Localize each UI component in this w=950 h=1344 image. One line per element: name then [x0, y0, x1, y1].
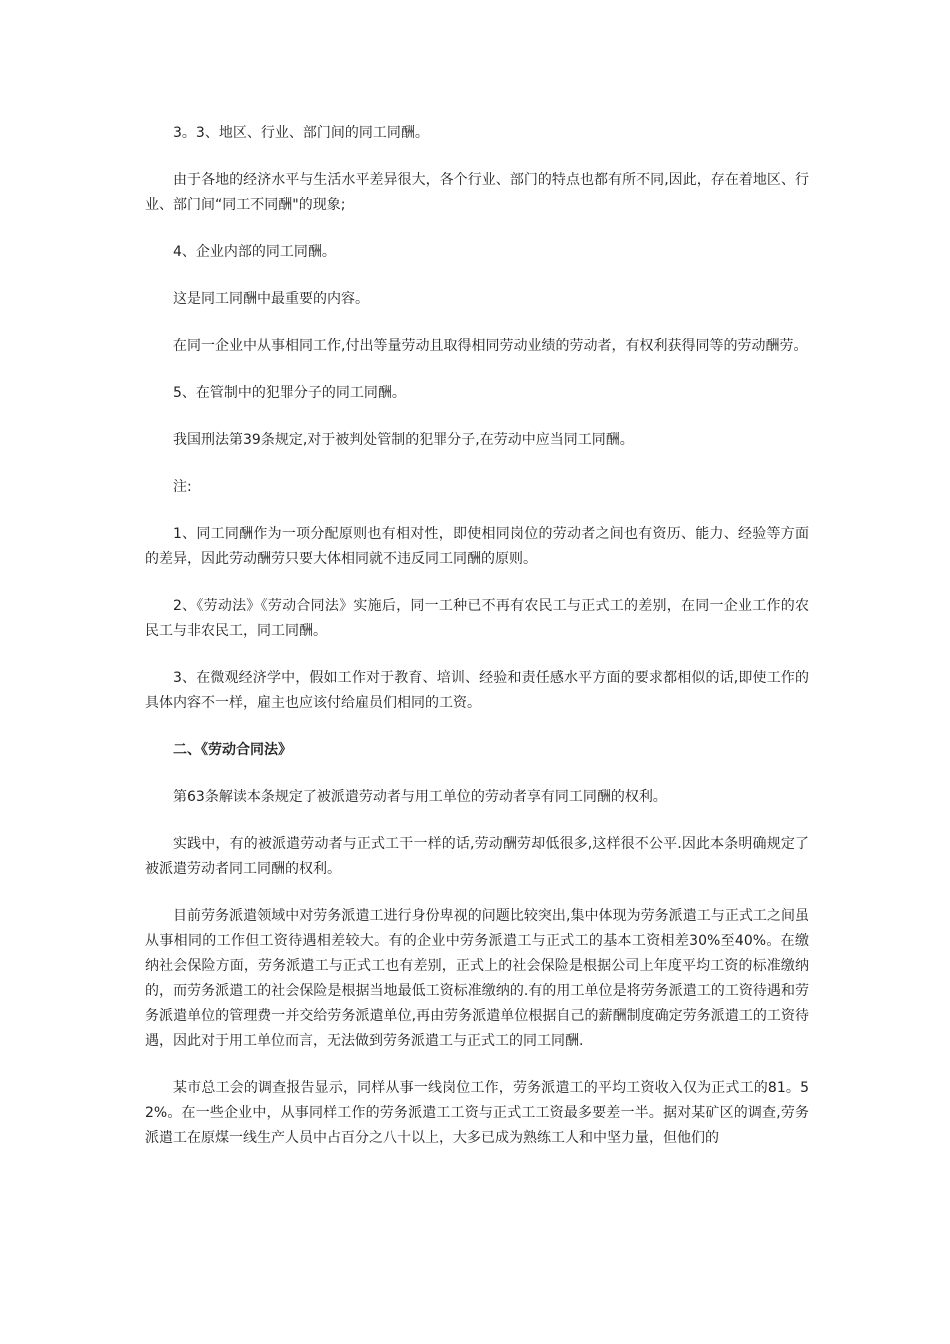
- paragraph-item-4: 4、企业内部的同工同酬。: [173, 244, 336, 260]
- paragraph-union-survey: 某市总工会的调查报告显示，同样从事一线岗位工作，劳务派遣工的平均工资收入仅为正式工的81。52%。在一些企业中，从事同样工作的劳务派遣工工资与正式工工资最多要差一半。据对某矿区的调查,劳务派遣工在原煤一线生产人员中占百分之八十以上，大多已成为熟练工人和中坚力量，但他们的: [145, 1080, 809, 1146]
- paragraph-dispatch-discrimination: 目前劳务派遣领域中对劳务派遣工进行身份卑视的问题比较突出,集中体现为劳务派遣工与正式工之间虽从事相同的工作但工资待遇相差较大。有的企业中劳务派遣工与正式工的基本工资相差30%至40%。在缴纳社会保险方面，劳务派遣工与正式工也有差别，正式上的社会保险是根据公司上年度平均工资的标准缴纳的，而劳务派遣工的社会保险是根据当地最低工资标准缴纳的.有的用工单位是将劳务派遣工的工资待遇和劳务派遣单位的管理费一并交给劳务派遣单位,再由劳务派遣单位根据自己的薪酬制度确定劳务派遣工的工资待遇，因此对于用工单位而言，无法做到劳务派遣工与正式工的同工同酬.: [145, 908, 809, 1049]
- document-page: [145, 121, 809, 1151]
- paragraph-3-3: 3。3、地区、行业、部门间的同工同酬。: [173, 125, 429, 141]
- paragraph-note-3: 3、在微观经济学中，假如工作对于教育、培训、经验和责任感水平方面的要求都相似的话,即使工作的具体内容不一样，雇主也应该付给雇员们相同的工资。: [145, 670, 809, 711]
- paragraph-practice: 实践中，有的被派遣劳动者与正式工干一样的话,劳动酬劳却低很多,这样很不公平.因此本条明确规定了被派遣劳动者同工同酬的权利。: [145, 836, 809, 877]
- paragraph-note-label: 注:: [173, 479, 192, 495]
- paragraph-note-2: 2、《劳动法》《劳动合同法》实施后，同一工种已不再有农民工与正式工的差别，在同一企业工作的农民工与非农民工，同工同酬。: [145, 598, 809, 639]
- section-heading-labor-contract-law: 二、《劳动合同法》: [173, 742, 292, 758]
- paragraph-item-5: 5、在管制中的犯罪分子的同工同酬。: [173, 385, 406, 401]
- paragraph-most-important: 这是同工同酬中最重要的内容。: [173, 291, 369, 307]
- paragraph-same-enterprise: 在同一企业中从事相同工作,付出等量劳动且取得相同劳动业绩的劳动者，有权利获得同等的劳动酬劳。: [173, 338, 808, 354]
- paragraph-article-63: 第63条解读本条规定了被派遣劳动者与用工单位的劳动者享有同工同酬的权利。: [173, 789, 667, 805]
- paragraph-note-1: 1、同工同酬作为一项分配原则也有相对性，即使相同岗位的劳动者之间也有资历、能力、经验等方面的差异，因此劳动酬劳只要大体相同就不违反同工同酬的原则。: [145, 526, 809, 567]
- paragraph-criminal-law: 我国刑法第39条规定,对于被判处管制的犯罪分子,在劳动中应当同工同酬。: [173, 432, 634, 448]
- paragraph-regional-pay: 由于各地的经济水平与生活水平差异很大，各个行业、部门的特点也都有所不同,因此，存在着地区、行业、部门间“同工不同酬"的现象;: [145, 172, 809, 213]
